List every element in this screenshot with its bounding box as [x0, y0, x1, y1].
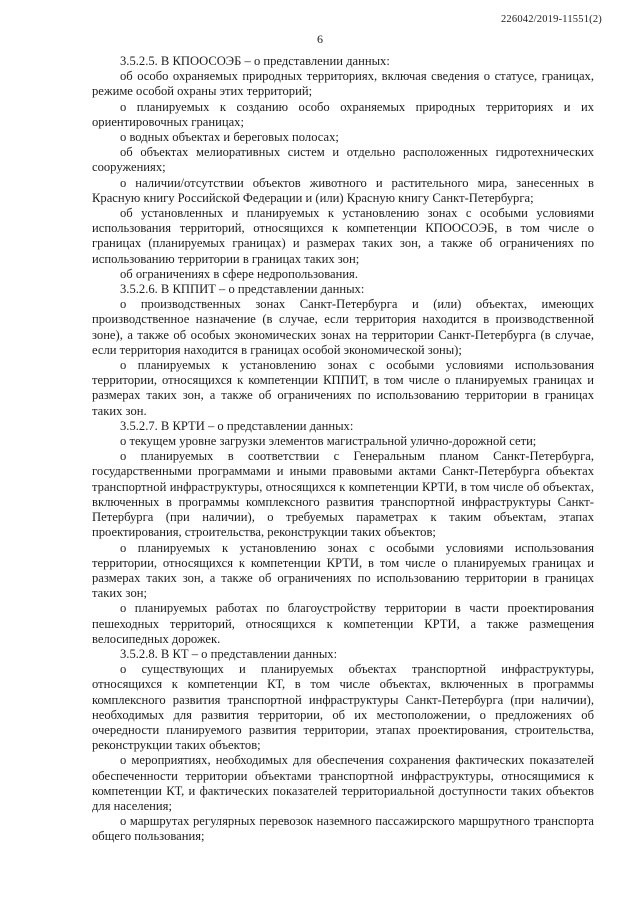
section-heading: 3.5.2.8. В КТ – о представлении данных: [120, 646, 338, 661]
list-item: о планируемых к установлению зонах с особыми условиями использования территории, относящихся к компетенции КРТИ, в том числе о планируемых границах и размерах таких зон, а также об ограничениях по использованию территории в границах таких зон; [92, 540, 594, 601]
list-item: о планируемых к созданию особо охраняемых природных территориях и их ориентировочных границах; [92, 99, 594, 129]
section-heading: 3.5.2.7. В КРТИ – о представлении данных: [120, 418, 354, 433]
list-item: о текущем уровне загрузки элементов магистральной улично-дорожной сети; [120, 434, 537, 449]
list-item: о производственных зонах Санкт-Петербурга и (или) объектах, имеющих производственное назначение (в случае, если территория находится в производственной зоне), а также об особых экономических зонах на территории Санкт-Петербурга (в случае, если территория находится в границах особой экономической зоны); [92, 297, 594, 357]
page-number: 6 [317, 32, 323, 46]
document-number: 226042/2019-11551(2) [500, 14, 602, 25]
list-item: о планируемых в соответствии с Генеральным планом Санкт-Петербурга, государственными программами и иными правовыми актами Санкт-Петербурга объектах транспортной инфраструктуры, относящихся к компетенции КРТИ, в том числе об объектах, включенных в программы комплексного развития транспортной инфраструктуры Санкт-Петербурга (при наличии), о требуемых параметрах к таким объектам, этапах проектирования, строительства, реконструкции таких объектов; [92, 449, 594, 540]
list-item: об объектах мелиоративных систем и отдельно расположенных гидротехнических сооружениях; [92, 145, 594, 175]
section-heading: 3.5.2.5. В КПООСОЭБ – о представлении данных: [120, 54, 390, 68]
list-item: о водных объектах и береговых полосах; [120, 130, 339, 145]
section-heading: 3.5.2.6. В КППИТ – о представлении данных: [120, 282, 365, 297]
document-body [92, 54, 594, 845]
list-item: о маршрутах регулярных перевозок наземного пассажирского маршрутного транспорта общего пользования; [92, 814, 594, 844]
list-item: о существующих и планируемых объектах транспортной инфраструктуры, относящихся к компетенции КТ, в том числе объектах, включенных в программы комплексного развития транспортной инфраструктуры Санкт-Петербурга (при наличии), необходимых для развития территории, об их местоположении, о предложениях об очередности планируемого развития территории, этапах проектирования, строительства, реконструкции таких объектов; [92, 662, 594, 753]
list-item: о планируемых к установлению зонах с особыми условиями использования территории, относящихся к компетенции КППИТ, в том числе о планируемых границах и размерах таких зон, а также об ограничениях по использованию территории в границах таких зон. [92, 358, 594, 418]
list-item: об особо охраняемых природных территориях, включая сведения о статусе, границах, режиме особой охраны этих территорий; [92, 69, 594, 99]
list-item: об ограничениях в сфере недропользования. [120, 266, 358, 281]
list-item: о наличии/отсутствии объектов животного и растительного мира, занесенных в Красную книгу Российской Федерации и (или) Красную книгу Санкт-Петербурга; [92, 175, 594, 205]
list-item: об установленных и планируемых к установлению зонах с особыми условиями использования территорий, относящихся к компетенции КПООСОЭБ, в том числе о границах (планируемых границах) и размерах таких зон, а также об ограничениях по использованию территории в границах таких зон; [92, 206, 594, 266]
list-item: о планируемых работах по благоустройству территории в части проектирования пешеходных территорий, относящихся к компетенции КРТИ, а также размещения велосипедных дорожек. [92, 601, 594, 646]
list-item: о мероприятиях, необходимых для обеспечения сохранения фактических показателей обеспеченности территории объектами транспортной инфраструктуры, относящимися к компетенции КТ, и фактических показателей территориальной доступности таких объектов для населения; [92, 753, 594, 813]
